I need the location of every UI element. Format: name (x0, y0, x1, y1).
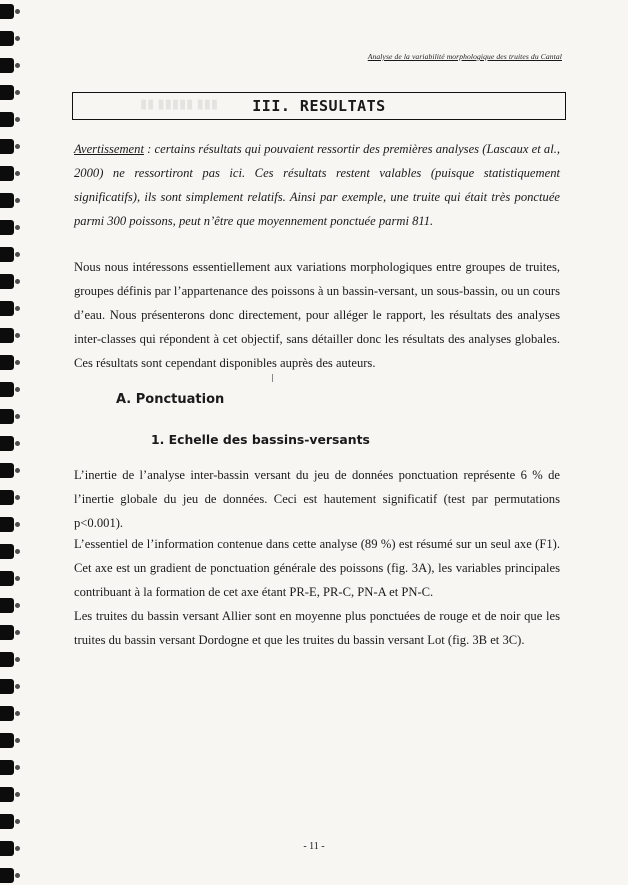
binding-ring (0, 112, 14, 127)
binding-ring (0, 409, 14, 424)
binding-ring (0, 301, 14, 316)
binding-ring (0, 733, 14, 748)
binding-ring (0, 274, 14, 289)
paragraph-inertie: L’inertie de l’analyse inter-bassin versant du jeu de données ponctuation représente 6 % de l’inertie globale du jeu de données. Ceci est hautement significatif (test par permutations p<0.001). (74, 468, 560, 530)
bleed-through: ▮▮ ▮▮▮▮▮ ▮▮▮ (140, 96, 219, 111)
binding-ring (0, 814, 14, 829)
warning-paragraph (74, 137, 560, 233)
binding-ring (0, 463, 14, 478)
binding-ring (0, 787, 14, 802)
binding-ring (0, 571, 14, 586)
paragraph-bassin-allier: Les truites du bassin versant Allier sont en moyenne plus ponctuées de rouge et de noir que les truites du bassin versant Dordogne et que les truites du bassin versant Lot (fig. 3B et 3C). (74, 609, 560, 647)
running-head: Analyse de la variabilité morphologique des truites du Cantal (367, 52, 562, 61)
binding-ring (0, 4, 14, 19)
binding-ring (0, 544, 14, 559)
binding-ring (0, 85, 14, 100)
binding-ring (0, 31, 14, 46)
binding-ring (0, 193, 14, 208)
paragraph-axe-f1: L’essentiel de l’information contenue dans cette analyse (89 %) est résumé sur un seul axe (F1). Cet axe est un gradient de ponctuation générale des poissons (fig. 3A), les variables principales contribuant à la formation de cet axe étant PR-E, PR-C, PN-A et PN-C. (74, 537, 560, 599)
heading-ponctuation: A. Ponctuation (116, 392, 225, 407)
warning-text: : certains résultats qui pouvaient ressortir des premières analyses (Lascaux et al., 2000) ne ressortiront pas ici. Ces résultats restent valables (puisque statistiquement significatifs), ils sont simplement relatifs. Ainsi par exemple, une truite qui était très ponctuée parmi 300 poissons, peut n’être que moyennement ponctuée parmi 811. (74, 142, 560, 228)
binding-ring (0, 517, 14, 532)
binding-ring (0, 625, 14, 640)
intro-paragraph: Nous nous intéressons essentiellement aux variations morphologiques entre groupes de truites, groupes définis par l’appartenance des poissons à un bassin-versant, un sous-bassin, ou un cours d’eau. Nous présenterons donc directement, pour alléger le rapport, les résultats des analyses inter-classes qui répondent à cet objectif, sans détailler donc les résultats des analyses globales. Ces résultats sont cependant disponibles auprès des auteurs. (74, 260, 560, 370)
binding-ring (0, 166, 14, 181)
binding-ring (0, 652, 14, 667)
binding-ring (0, 355, 14, 370)
binding-ring (0, 436, 14, 451)
warning-lead: Avertissement (74, 142, 144, 156)
heading-echelle-bassins: 1. Echelle des bassins-versants (151, 432, 370, 447)
binding-ring (0, 328, 14, 343)
binding-ring (0, 220, 14, 235)
binding-ring (0, 679, 14, 694)
binding-ring (0, 868, 14, 883)
binding-ring (0, 382, 14, 397)
binding-ring (0, 247, 14, 262)
binding-ring (0, 598, 14, 613)
section-title-box (72, 92, 566, 120)
margin-mark (272, 374, 273, 382)
binding-ring (0, 760, 14, 775)
binding-ring (0, 490, 14, 505)
spiral-binding (0, 0, 22, 885)
binding-ring (0, 58, 14, 73)
page-number: - 11 - (303, 841, 325, 852)
section-title: III. RESULTATS (252, 97, 386, 115)
binding-ring (0, 706, 14, 721)
binding-ring (0, 139, 14, 154)
